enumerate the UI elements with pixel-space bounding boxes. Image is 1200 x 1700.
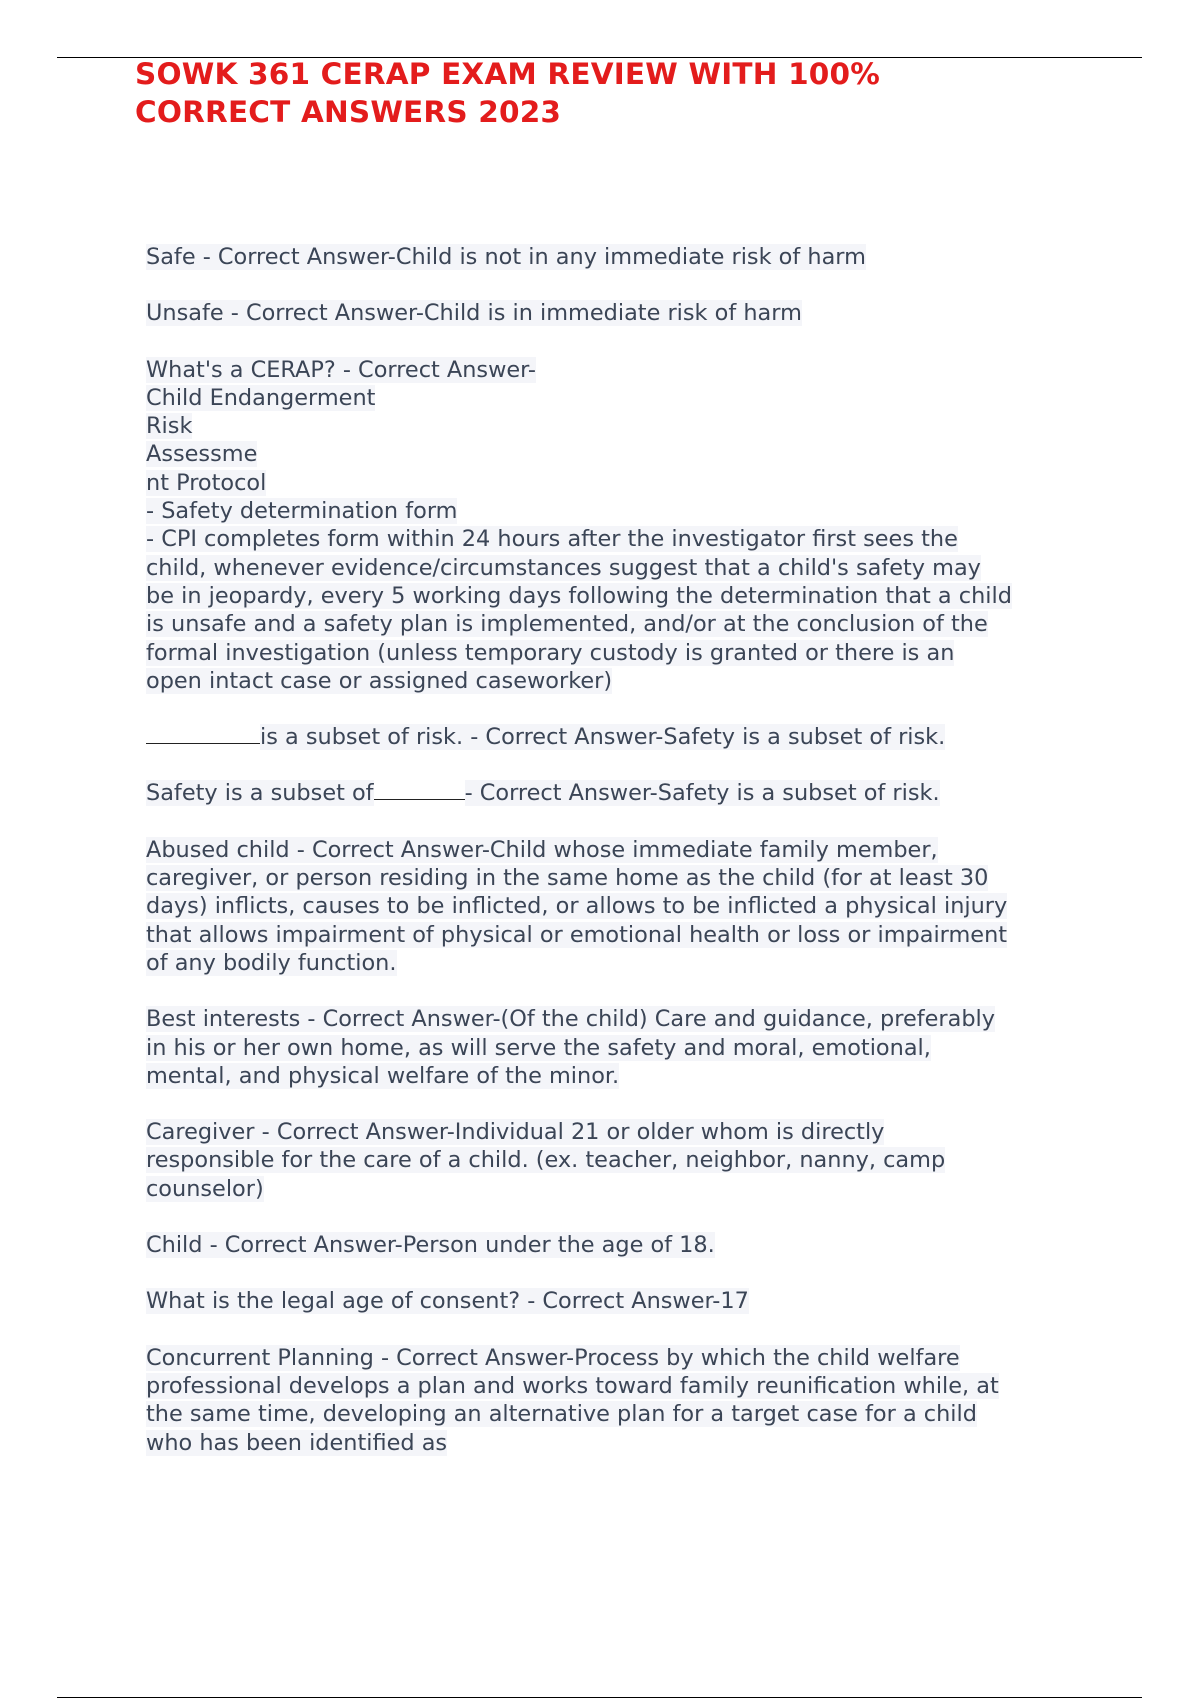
qa-entry-cerap [146, 356, 1086, 696]
qa-text: - CPI completes form within 24 hours after the investigator first sees the [146, 526, 958, 553]
qa-text: Safe - Correct Answer-Child is not in any immediate risk of harm [146, 244, 866, 270]
fill-in-blank [374, 779, 465, 800]
qa-text: responsible for the care of a child. (ex. teacher, neighbor, nanny, camp [146, 1147, 946, 1174]
qa-text: caregiver, or person residing in the same home as the child (for at least 30 [146, 865, 989, 892]
qa-text: What's a CERAP? - Correct Answer- [146, 356, 537, 383]
qa-text: Unsafe - Correct Answer-Child is in immediate risk of harm [146, 300, 802, 327]
qa-text: open intact case or assigned caseworker) [146, 667, 613, 694]
qa-entry-unsafe [146, 299, 1086, 327]
qa-text: Child Endangerment [146, 384, 376, 411]
qa-text: that allows impairment of physical or emotional health or loss or impairment [146, 921, 1008, 948]
qa-entry-best-interests [146, 1005, 1086, 1090]
qa-text: Best interests - Correct Answer-(Of the child) Care and guidance, preferably [146, 1006, 996, 1033]
qa-entry-child [146, 1231, 1086, 1259]
qa-text: who has been identified as [146, 1429, 448, 1456]
qa-text: formal investigation (unless temporary custody is granted or there is an [146, 639, 955, 666]
qa-text: be in jeopardy, every 5 working days following the determination that a child [146, 582, 1012, 609]
qa-text: child, whenever evidence/circumstances suggest that a child's safety may [146, 554, 981, 581]
qa-text: of any bodily function. [146, 949, 397, 976]
qa-entry-age-of-consent [146, 1287, 1086, 1315]
qa-text: Assessme [146, 441, 258, 468]
qa-text: Risk [146, 413, 193, 440]
qa-text: the same time, developing an alternative plan for a target case for a child [146, 1401, 977, 1428]
qa-text: mental, and physical welfare of the minor. [146, 1062, 620, 1089]
qa-entry-abused-child [146, 836, 1086, 977]
qa-list [146, 243, 1086, 1485]
qa-text: professional develops a plan and works toward family reunification while, at [146, 1372, 999, 1399]
qa-text: is unsafe and a safety plan is implemented, and/or at the conclusion of the [146, 611, 988, 638]
qa-text: Child - Correct Answer-Person under the age of 18. [146, 1232, 715, 1259]
qa-text: is a subset of risk. - Correct Answer-Safety is a subset of risk. [260, 724, 946, 751]
qa-text: Abused child - Correct Answer-Child whose immediate family member, [146, 836, 938, 863]
qa-text: counselor) [146, 1175, 264, 1202]
qa-text: Caregiver - Correct Answer-Individual 21 or older whom is directly [146, 1119, 885, 1146]
bottom-rule [57, 1697, 1142, 1698]
qa-text: Concurrent Planning - Correct Answer-Process by which the child welfare [146, 1344, 960, 1371]
qa-text: Safety is a subset of [146, 780, 374, 807]
qa-text: nt Protocol [146, 469, 267, 496]
qa-text: - Safety determination form [146, 498, 458, 525]
qa-text: - Correct Answer-Safety is a subset of risk. [464, 780, 940, 807]
title-line-2: CORRECT ANSWERS 2023 [135, 95, 562, 129]
qa-entry-safety-subset [146, 779, 1086, 807]
qa-text: in his or her own home, as will serve the safety and moral, emotional, [146, 1034, 931, 1061]
title-line-1: SOWK 361 CERAP EXAM REVIEW WITH 100% [135, 57, 881, 91]
qa-entry-subset-of-risk [146, 723, 1086, 751]
qa-entry-safe [146, 243, 1086, 271]
document-title [135, 55, 1035, 131]
qa-entry-concurrent-planning [146, 1344, 1086, 1457]
qa-entry-caregiver [146, 1118, 1086, 1203]
qa-text: days) inflicts, causes to be inflicted, or allows to be inflicted a physical injury [146, 893, 1008, 920]
fill-in-blank [146, 723, 260, 744]
qa-text: What is the legal age of consent? - Correct Answer-17 [146, 1288, 749, 1315]
